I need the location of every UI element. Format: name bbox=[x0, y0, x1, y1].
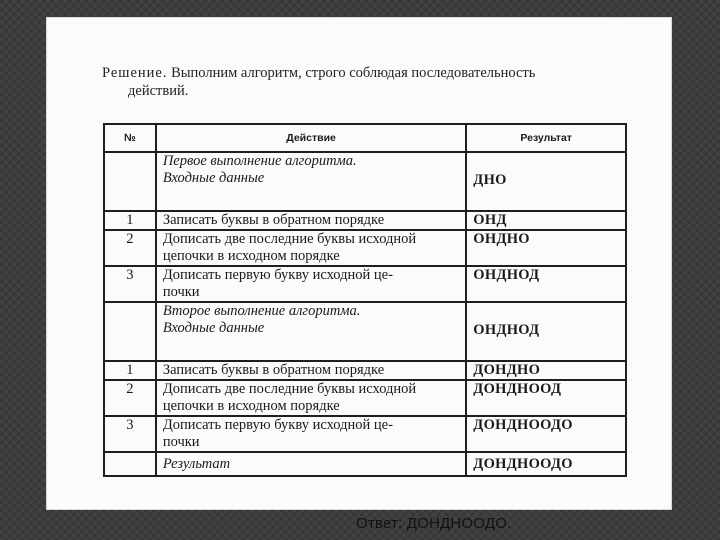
section-title-line1: Второе выполнение алгоритма. bbox=[162, 303, 361, 319]
step-result: ДОНДНООД bbox=[466, 380, 626, 416]
step-number: 1 bbox=[104, 361, 156, 380]
section-row-2 bbox=[104, 302, 626, 361]
table-row bbox=[104, 211, 626, 230]
step-result: ОНДНОД bbox=[466, 266, 626, 302]
step-action bbox=[156, 380, 466, 416]
table-cell bbox=[104, 152, 156, 211]
final-result-row bbox=[104, 452, 626, 476]
algorithm-table bbox=[103, 123, 627, 477]
solution-text-line2: действий. bbox=[128, 83, 189, 99]
step-action bbox=[156, 416, 466, 452]
step-action-line1: Дописать первую букву исходной це- bbox=[162, 417, 393, 433]
header-number: № bbox=[104, 124, 156, 152]
step-action-line1: Дописать две последние буквы исходной bbox=[162, 231, 417, 247]
step-action-line2: цепочки в исходном порядке bbox=[162, 398, 340, 414]
table-row bbox=[104, 416, 626, 452]
step-action-line2: почки bbox=[162, 284, 200, 300]
section-title-cell bbox=[156, 302, 466, 361]
table-row bbox=[104, 380, 626, 416]
table-row bbox=[104, 230, 626, 266]
step-action bbox=[156, 230, 466, 266]
solution-text-line1: Выполним алгоритм, строго соблюдая последовательность bbox=[171, 65, 536, 81]
step-action bbox=[156, 266, 466, 302]
slide-panel bbox=[46, 17, 672, 510]
section-title-line2: Входные данные bbox=[162, 320, 265, 336]
step-action-line1: Дописать первую букву исходной це- bbox=[162, 267, 393, 283]
step-action: Записать буквы в обратном порядке bbox=[156, 361, 466, 380]
table-row bbox=[104, 361, 626, 380]
step-result: ДОНДНО bbox=[466, 361, 626, 380]
step-result: ОНД bbox=[466, 211, 626, 230]
section-input-result: ОНДНОД bbox=[466, 302, 626, 361]
section-title-line1: Первое выполнение алгоритма. bbox=[162, 153, 357, 169]
step-action-line2: цепочки в исходном порядке bbox=[162, 248, 340, 264]
solution-label: Решение. bbox=[102, 65, 168, 81]
table-row bbox=[104, 266, 626, 302]
table-header-row bbox=[104, 124, 626, 152]
step-number: 3 bbox=[104, 266, 156, 302]
section-title-cell bbox=[156, 152, 466, 211]
header-result: Результат bbox=[466, 124, 626, 152]
section-input-result: ДНО bbox=[466, 152, 626, 211]
final-result-value: ДОНДНООДО bbox=[466, 452, 626, 476]
table-cell bbox=[104, 452, 156, 476]
step-number: 3 bbox=[104, 416, 156, 452]
step-action-line1: Дописать две последние буквы исходной bbox=[162, 381, 417, 397]
solution-intro bbox=[102, 64, 662, 100]
step-number: 1 bbox=[104, 211, 156, 230]
step-number: 2 bbox=[104, 230, 156, 266]
step-action: Записать буквы в обратном порядке bbox=[156, 211, 466, 230]
table-cell bbox=[104, 302, 156, 361]
answer-caption: Ответ: ДОНДНООДО. bbox=[356, 515, 512, 532]
section-title-line2: Входные данные bbox=[162, 170, 265, 186]
step-result: ОНДНО bbox=[466, 230, 626, 266]
header-action: Действие bbox=[156, 124, 466, 152]
step-action-line2: почки bbox=[162, 434, 200, 450]
section-row-1 bbox=[104, 152, 626, 211]
step-result: ДОНДНООДО bbox=[466, 416, 626, 452]
final-result-label: Результат bbox=[156, 452, 466, 476]
step-number: 2 bbox=[104, 380, 156, 416]
